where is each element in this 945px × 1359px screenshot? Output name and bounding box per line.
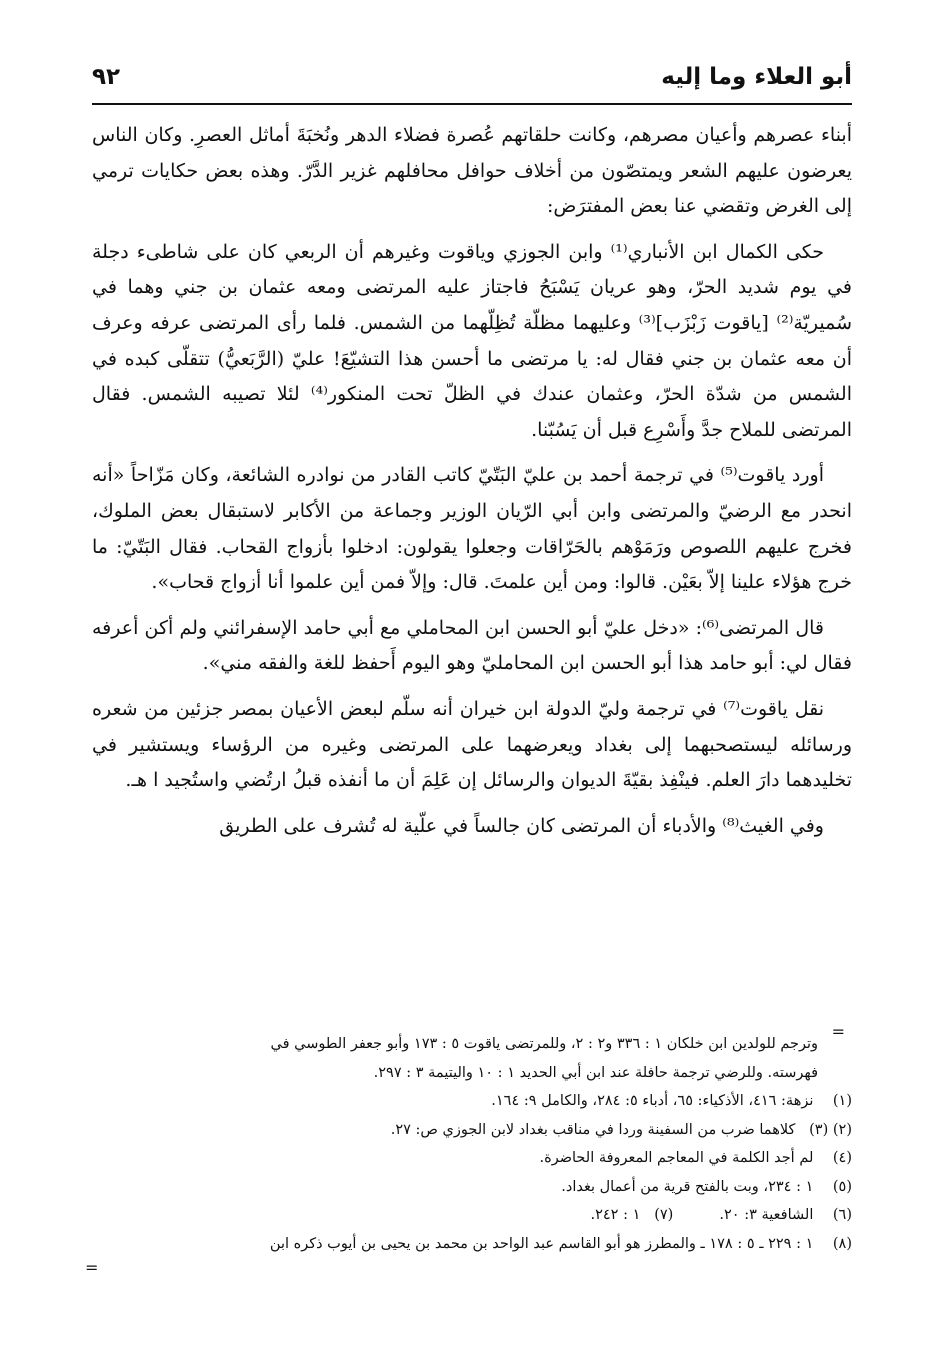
footnote-text: ١ : ٢٣٤، وبت بالفتح قرية من أعمال بغداد. <box>561 1178 814 1195</box>
footnote-text: الشافعية ٣: ٢٠. (٧) ١ : ٢٤٢. <box>590 1207 814 1223</box>
footnote <box>92 1201 852 1230</box>
paragraph: وفي الغيث⁽⁸⁾ والأدباء أن المرتضى كان جالساً في علّية له تُشرف على الطريق <box>219 814 824 837</box>
footnote-end-mark: = <box>85 1258 99 1277</box>
footnote <box>92 1087 852 1116</box>
paragraph: أورد ياقوت⁽⁵⁾ في ترجمة أحمد بن عليّ البَتّيّ كاتب القادر من نوادره الشائعة، وكان مَزّاحاً «أنه انحدر مع الرضيّ والمرتضى وابن أبي الرّيان الوزير وجماعة من الأكابر لاستبقال بعض الملوك، فخرج عليهم اللصوص ورَمَوْهم بالحَرّاقات وجعلوا يقولون: ادخلوا بأزواج القحاب. فقال البَتّيّ: ما خرج هؤلاء علينا إلاّ بعَيْن. قالوا: ومن أين علمتَ. قال: وإلاّ فمن أين علموا أنا أزواج قحاب». <box>92 464 852 594</box>
footnote-text: كلاهما ضرب من السفينة وردا في مناقب بغداد لابن الجوزي ص: ٢٧. <box>390 1121 796 1138</box>
paragraph: أبناء عصرهم وأعيان مصرهم، وكانت حلقاتهم عُصرة فضلاء الدهر ونُخبَةَ أماثل العصرِ. وكان الناس يعرضون عليهم الشعر ويمتصّون من أخلاف حوافل محافلهم غزير الدَّرّ. وهذه بعض حكايات ترمي إلى الغرض وتقضي عنا بعض المفترَض: <box>92 124 852 218</box>
footnote-text: ١ : ٢٢٩ ـ ٥ : ١٧٨ ـ والمطرز هو أبو القاسم عبد الواحد بن محمد بن يحيى بن أيوب ذكره ابن <box>269 1235 814 1252</box>
footnote-number: (٤) <box>832 1150 852 1166</box>
footnote-continuation-mark: = <box>831 1022 845 1041</box>
footnotes <box>92 1030 852 1258</box>
footnote <box>92 1116 852 1145</box>
footnote-number: (٦) <box>832 1207 852 1223</box>
page-number: ٩٢ <box>92 64 121 90</box>
footnote-line: فهرسته. وللرضي ترجمة حافلة عند ابن أبي الحديد ١ : ١٠ واليتيمة ٣ : ٢٩٧. <box>373 1064 818 1081</box>
footnote-text: لم أجد الكلمة في المعاجم المعروفة الحاضرة. <box>539 1150 814 1166</box>
main-text <box>92 118 852 854</box>
page-header <box>92 58 852 98</box>
header-rule <box>92 103 852 105</box>
footnote <box>92 1144 852 1173</box>
footnote-number: (٥) <box>832 1178 852 1195</box>
paragraph: حكى الكمال ابن الأنباري⁽¹⁾ وابن الجوزي وياقوت وغيرهم أن الربعي كان على شاطىء دجلة في يوم شديد الحرّ، وهو عريان يَسْبَحُ فاجتاز عليه المرتضى ومعه عثمان بن جني وهما في سُميريّة⁽²⁾ [ياقوت زَبْزَب]⁽³⁾ وعليهما مظلّة تُظِلّهما من الشمس. فلما رأى المرتضى عرفه وعرف أن معه عثمان بن جني فقال له: يا مرتضى ما أحسن هذا التشيّعَ! عليّ (الرَّبَعيُّ) تتقلّى كبده في الشمس من شدّة الحرّ، وعثمان عندك في الظلّ تحت المنكور⁽⁴⁾ لئلا تصيبه الشمس. فقال المرتضى للملاح جدَّ وأَسْرِع قبل أن يَسُبّنا. <box>92 240 853 441</box>
footnote-text: نزهة: ٤١٦، الأذكياء: ٦٥، أدباء ٥: ٢٨٤، والكامل ٩: ١٦٤. <box>491 1093 814 1109</box>
paragraph: قال المرتضى⁽⁶⁾: «دخل عليّ أبو الحسن ابن المحاملي مع أبي حامد الإسفرائني ولم أكن أعرفه فقال لي: أبو حامد هذا أبو الحسن ابن المحامليّ وهو اليوم أَحفظ للغة والفقه مني». <box>92 616 852 675</box>
footnote-number: (١) <box>832 1093 852 1109</box>
footnote-line: وترجم للولدين ابن خلكان ١ : ٣٣٦ و٢ : ٢، وللمرتضى ياقوت ٥ : ١٧٣ وأبو جعفر الطوسي في <box>270 1036 818 1052</box>
running-title: أبو العلاء وما إليه <box>661 64 852 90</box>
footnote <box>92 1173 852 1202</box>
footnote-number: (٢) (٣) <box>809 1121 852 1138</box>
paragraph: نقل ياقوت⁽⁷⁾ في ترجمة وليّ الدولة ابن خيران أنه سلّم لبعض الأعيان بمصر جزئين من شعره ورسائله ليستصحبهما إلى بغداد ويعرضهما على المرتضى وغيره من الرؤساء ويستشير في تخليدهما دارَ العلم. فينْفِذ بقيّةَ الديوان والرسائل إن عَلِمَ أن ما أنفذه قبلُ ارتُضي واستُجيد ا هـ. <box>92 697 852 792</box>
footnote <box>92 1230 852 1259</box>
footnote-number: (٨) <box>832 1235 852 1252</box>
